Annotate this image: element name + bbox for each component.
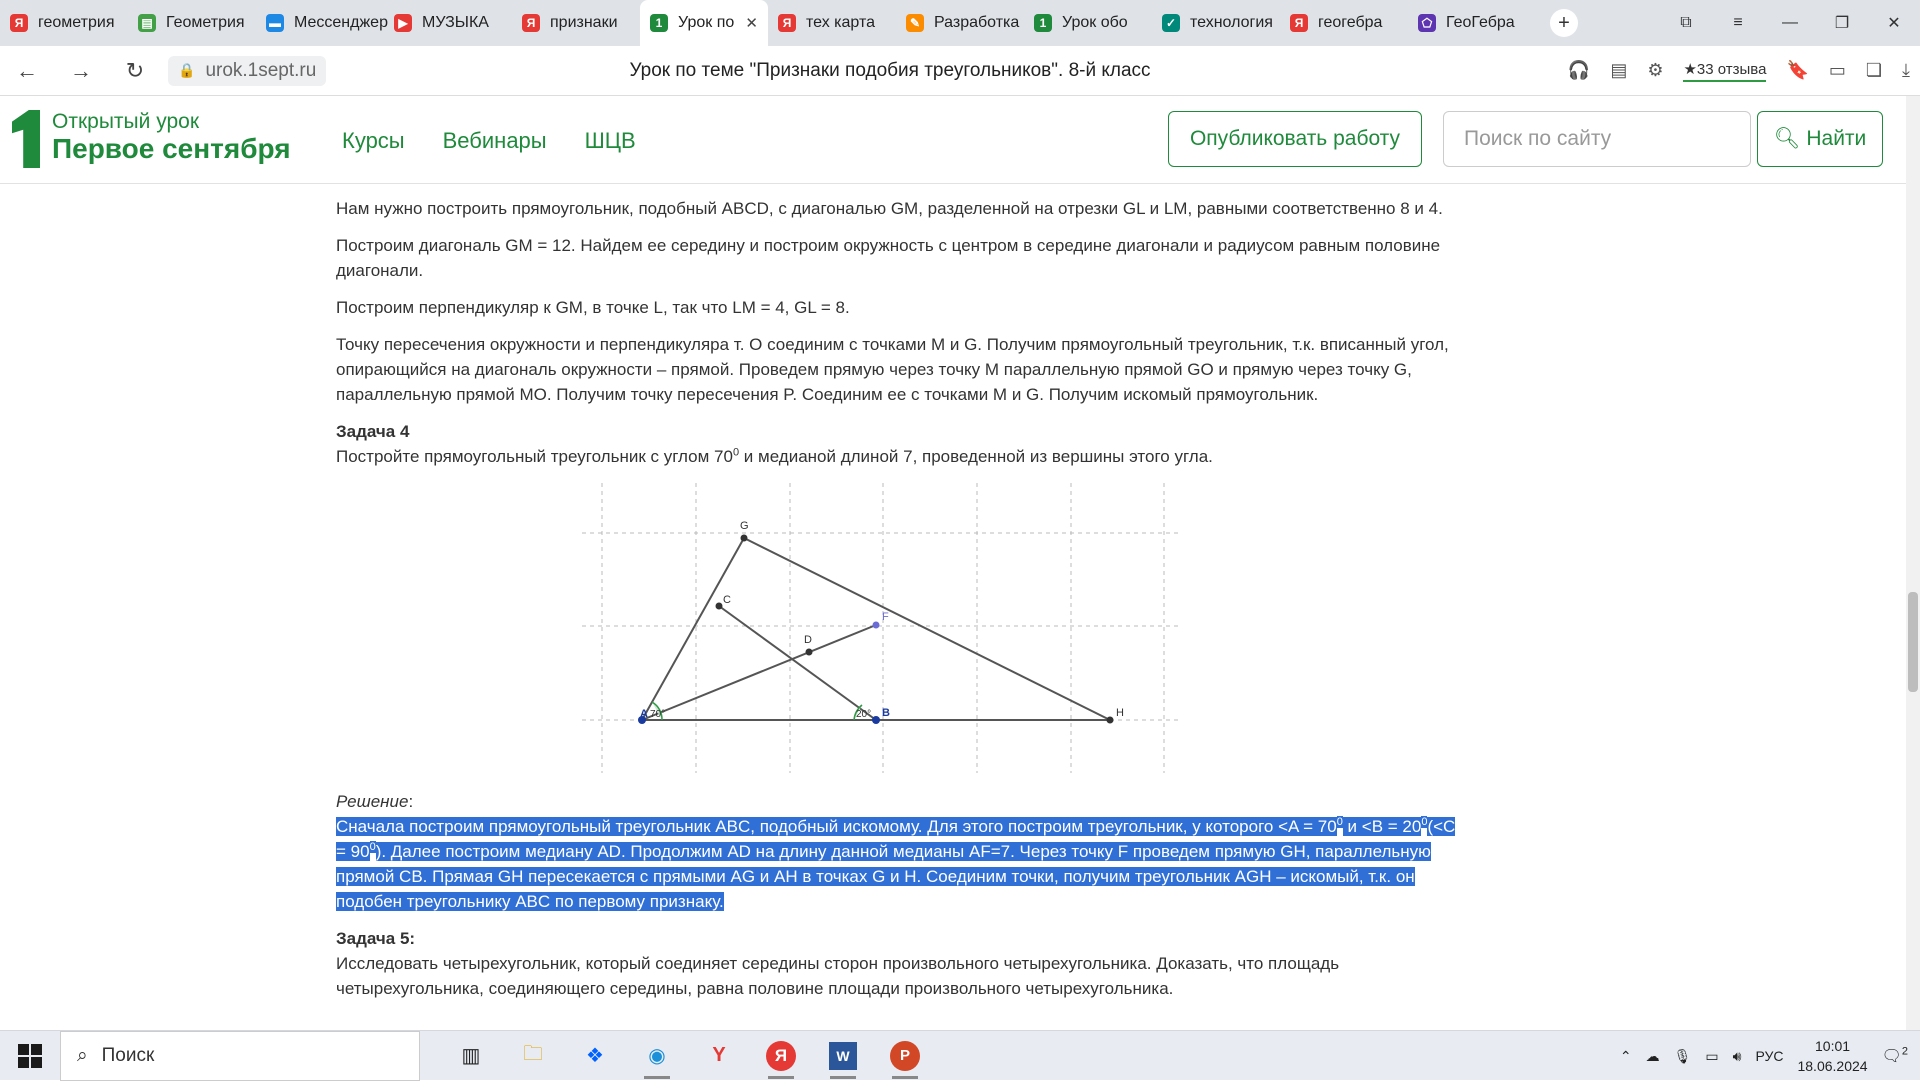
find-button-label: Найти [1806,127,1867,150]
tab-title: Разработка [934,14,1020,31]
nav-webinars[interactable]: Вебинары [442,128,547,153]
yandex-icon: Я [10,14,28,32]
url-field[interactable] [168,56,326,86]
yandex-browser-icon[interactable]: Y [712,1044,726,1066]
close-button[interactable]: ✕ [1887,15,1901,32]
degree-sup: 0 [1336,816,1343,829]
extensions-icon[interactable]: ⚙ [1647,60,1664,80]
tab-title: технология [1190,14,1273,31]
bookmark-icon[interactable]: 🔖 [1786,60,1809,80]
menu-icon[interactable]: ≡ [1733,14,1743,31]
browser-tab[interactable] [384,0,512,46]
clock-date: 18.06.2024 [1797,1058,1868,1074]
main-nav [342,128,636,154]
address-bar [0,46,1920,96]
task4-text-a: Постройте прямоугольный треугольник с углом 70 [336,447,733,466]
figure-svg [572,483,1192,783]
clock[interactable] [1797,1036,1867,1076]
browser-tab[interactable] [1408,0,1536,46]
tab-title: ГеоГебра [1446,14,1515,31]
solution-a: Сначала построим прямоугольный треугольник ABC, подобный искомому. Для этого построим треугольник, у которого <A = 70 [336,817,1337,836]
find-button[interactable] [1757,111,1883,167]
tab-title: тех карта [806,14,875,31]
degree-sup: 0 [1421,816,1428,829]
solution-label: Решение [336,792,409,811]
taskbar [0,1030,1920,1080]
task4-text-b: и медианой длиной 7, проведенной из вершины этого угла. [739,447,1213,466]
pen-icon: ✎ [906,14,924,32]
yandex-icon: Я [778,14,796,32]
notifications-count: 2 [1901,1045,1908,1058]
angle-b-label: 20° [856,709,872,720]
system-tray [1620,1031,1920,1081]
new-tab-button[interactable]: + [1550,9,1578,37]
browser-tab[interactable] [768,0,896,46]
address-actions [1568,60,1910,82]
degree-sup: 0 [732,446,740,459]
tab-title: Мессенджер [294,14,388,31]
book-icon: ▤ [138,14,156,32]
network-icon[interactable]: ☁ [1645,1047,1660,1064]
window-controls [1660,0,1920,46]
collections-icon[interactable]: ❏ [1865,60,1883,80]
angle-a-label: 70° [650,709,666,720]
solution-b: и <B = 20 [1342,817,1422,836]
lock-icon: 🔒 [178,62,196,78]
1sept-icon: 1 [1034,14,1052,32]
reload-icon[interactable]: ↻ [125,57,145,83]
yandex-icon: Я [1290,14,1308,32]
figure-lines [642,538,1110,720]
label-a: A [640,708,648,720]
task4-text [336,444,1460,469]
word-icon[interactable]: W [812,1031,874,1081]
tab-title: геометрия [38,14,115,31]
tab-title: признаки [550,14,618,31]
label-f: F [882,611,889,623]
tab-title: Урок по [678,14,735,31]
yandex-icon[interactable]: Я [750,1031,812,1081]
paragraph: Точку пересечения окружности и перпендикуляра т. О соединим с точками M и G. Получим прямоугольный треугольник, т.к. вписанный угол, опирающийся на диагональ окружности – прямой. Проведем прямую через точку M параллельную прямой GO и прямую через точку G, параллельную прямой MO. Получим точку пересечения P. Соединим ее с точками M и G. Получим искомый прямоугольник. [336,335,1449,404]
forward-icon[interactable]: → [70,57,92,83]
site-logo[interactable] [12,110,291,168]
solution-text[interactable] [336,814,1460,914]
search-icon: ⌕ [77,1044,88,1066]
browser-tab[interactable] [1280,0,1408,46]
nav-courses[interactable]: Курсы [342,128,405,153]
figure-points [638,535,1114,725]
check-icon: ✓ [1162,14,1180,32]
taskbar-apps [440,1031,936,1081]
youtube-icon: ▶ [394,14,412,32]
solution-c: (<C = 90 [336,817,1456,861]
restore-button[interactable]: ❐ [1834,15,1850,32]
battery-icon: ▭ [1828,60,1846,80]
label-g: G [740,520,749,532]
page-scrollbar[interactable] [1906,96,1920,1030]
label-d: D [804,634,812,646]
volume-icon[interactable]: 🔊︎ [1732,1047,1742,1064]
browser-tab[interactable] [1024,0,1152,46]
minimize-button[interactable]: — [1782,14,1798,31]
browser-tab[interactable] [896,0,1024,46]
site-search-input[interactable]: Поиск по сайту [1443,111,1751,167]
close-tab-icon[interactable]: ✕ [745,15,758,32]
microphone-icon[interactable]: 🎙︎ [1673,1047,1692,1064]
solution-d: ). Далее построим медиану AD. Продолжим AD на длину данной медианы AF=7. Через точку F проведем прямую GH, параллельную прямой CB. Прямая GH пересекается с прямыми AG и AH в точках G и H. Соединим точки, получим треугольник AGH – искомый, т.к. он подобен треугольнику ABC по первому признаку. [336,842,1431,911]
geogebra-icon: ⬠ [1418,14,1436,32]
tab-title: МУЗЫКА [422,14,489,31]
logo-top-text: Открытый урок [52,110,199,133]
paragraph: Построим диагональ GM = 12. Найдем ее середину и построим окружность с центром в середине диагонали и радиусом равным половине диагонали. [336,236,1441,280]
browser-tab[interactable] [128,0,256,46]
logo-mark-icon [12,110,40,168]
file-explorer-icon[interactable]: 🗀 [523,1042,543,1065]
language-indicator[interactable]: РУС [1755,1048,1784,1064]
task-view-icon[interactable]: ▥ [461,1045,481,1067]
figure-grid [582,483,1182,773]
label-c: C [723,594,731,606]
scrollbar-thumb[interactable] [1908,592,1918,692]
search-icon: 🔍︎ [1773,127,1801,150]
degree-sup: 0 [369,841,376,854]
geometry-figure [572,483,1192,783]
paragraph: Нам нужно построить прямоугольник, подобный ABCD, с диагональю GM, разделенной на отрезки GL и LM, равными соответственно 8 и 4. [336,199,1443,218]
nav-school[interactable]: ШЦВ [584,128,636,153]
back-icon[interactable]: ← [16,57,38,83]
page-title: Урок по теме "Признаки подобия треугольников". 8-й класс [629,59,1151,81]
1sept-icon: 1 [650,14,668,32]
task5-title: Задача 5: [336,929,416,948]
logo-bottom-text: Первое сентября [52,133,291,164]
start-button[interactable] [0,1044,60,1068]
browser-tab[interactable] [0,0,128,46]
solution-label-line [336,789,1460,814]
yandex-icon: Я [522,14,540,32]
url-text: urok.1sept.ru [205,59,317,81]
clock-time: 10:01 [1815,1038,1851,1054]
tab-title: Геометрия [166,14,245,31]
task5-text: Исследовать четырехугольник, который соединяет середины сторон произвольного четырехугольника. Доказать, что площадь четырехугольника, соединяющего середины, равна половине площади произвольного четырехугольника. [336,954,1340,998]
task4-title: Задача 4 [336,422,410,441]
tab-list [0,0,1536,46]
label-h: H [1116,707,1124,719]
browser-tab[interactable] [256,0,388,46]
tab-bar [0,0,1920,46]
tab-title: геогебра [1318,14,1383,31]
paragraph: Построим перпендикуляр к GM, в точке L, так что LM = 4, GL = 8. [336,298,850,317]
taskbar-search-label: Поиск [101,1044,155,1066]
tab-title: Урок обо [1062,14,1128,31]
browser-tab[interactable] [512,0,640,46]
download-icon[interactable]: ⤓ [1902,60,1910,80]
taskbar-search[interactable] [60,1031,420,1081]
dropbox-icon[interactable]: ❖ [586,1045,604,1067]
windows-icon [18,1044,42,1068]
notifications-icon[interactable]: 🗨$^2$ [1881,1045,1908,1065]
reader-icon[interactable]: ▤ [1610,60,1628,80]
chevron-up-icon[interactable]: ⌃ [1619,1047,1632,1064]
solution-colon: : [408,792,414,811]
reviews-link[interactable]: ★33 отзыва [1683,60,1766,82]
headphones-icon[interactable]: 🎧 [1567,60,1591,80]
article [336,196,1460,1013]
site-header [0,96,1906,184]
battery-icon[interactable]: ▭ [1705,1047,1719,1064]
publish-button[interactable]: Опубликовать работу [1168,111,1422,167]
powerpoint-icon[interactable]: P [874,1031,936,1081]
browser-tab[interactable] [640,0,768,46]
browser-tab[interactable] [1152,0,1280,46]
edge-icon[interactable]: ◉ [626,1031,688,1081]
tab-search-icon[interactable]: ⧉ [1680,14,1692,31]
messenger-icon: ▬ [266,14,284,32]
label-b: B [882,707,890,719]
